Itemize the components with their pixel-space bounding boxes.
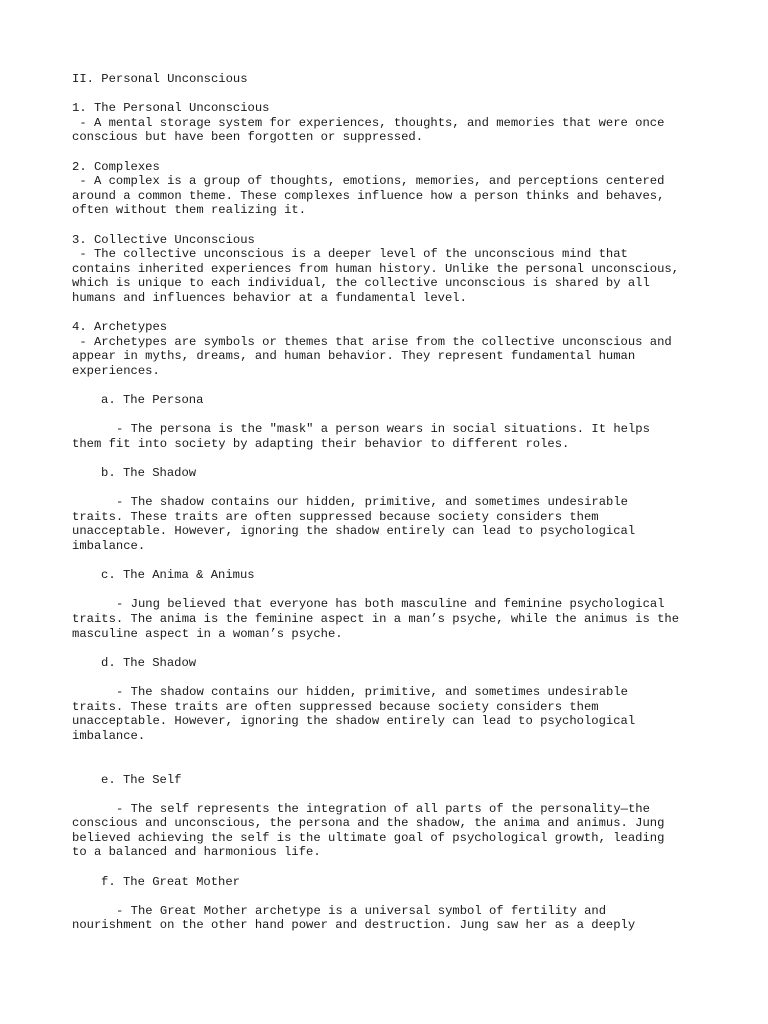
archetype-text-line: masculine aspect in a woman’s psyche. bbox=[72, 626, 343, 641]
section-title: II. Personal Unconscious bbox=[72, 72, 248, 86]
item-text-line: around a common theme. These complexes influence how a person thinks and behaves, bbox=[72, 188, 665, 203]
item-text-line: - A mental storage system for experiences, thoughts, and memories that were once bbox=[72, 115, 665, 130]
item-text-line: - The collective unconscious is a deeper level of the unconscious mind that bbox=[72, 247, 628, 262]
archetype-text-line: - Jung believed that everyone has both masculine and feminine psychological bbox=[116, 597, 665, 612]
item-heading: 1. The Personal Unconscious bbox=[72, 101, 270, 116]
archetype-heading: c. The Anima & Animus bbox=[101, 568, 255, 583]
archetype-text-line: traits. These traits are often suppressed because society considers them bbox=[72, 699, 599, 714]
item-text-line: appear in myths, dreams, and human behavior. They represent fundamental human bbox=[72, 349, 636, 364]
archetype-text-line: - The shadow contains our hidden, primitive, and sometimes undesirable bbox=[116, 495, 628, 510]
archetype-text-line: to a balanced and harmonious life. bbox=[72, 845, 321, 860]
archetype-heading: b. The Shadow bbox=[101, 466, 197, 481]
item-text-line: - A complex is a group of thoughts, emotions, memories, and perceptions centered bbox=[72, 174, 665, 189]
archetype-text-line: them fit into society by adapting their behavior to different roles. bbox=[72, 436, 570, 451]
item-text-line: humans and influences behavior at a fundamental level. bbox=[72, 290, 467, 305]
archetype-text-line: - The persona is the "mask" a person wears in social situations. It helps bbox=[116, 422, 650, 437]
item-text-line: conscious but have been forgotten or suppressed. bbox=[72, 130, 424, 145]
item-text-line: experiences. bbox=[72, 363, 160, 378]
archetype-heading: a. The Persona bbox=[101, 393, 204, 408]
archetype-text-line: believed achieving the self is the ultimate goal of psychological growth, leading bbox=[72, 830, 665, 845]
item-text-line: which is unique to each individual, the collective unconscious is shared by all bbox=[72, 276, 650, 291]
archetype-text-line: imbalance. bbox=[72, 539, 146, 553]
item-heading: 4. Archetypes bbox=[72, 320, 168, 335]
archetype-text-line: unacceptable. However, ignoring the shadow entirely can lead to psychological bbox=[72, 524, 636, 539]
item-text-line: contains inherited experiences from human history. Unlike the personal unconscious, bbox=[72, 261, 680, 276]
document-body bbox=[72, 72, 712, 933]
archetype-text-line: nourishment on the other hand power and destruction. Jung saw her as a deeply bbox=[72, 918, 636, 933]
archetype-heading: f. The Great Mother bbox=[101, 874, 240, 889]
item-heading: 2. Complexes bbox=[72, 159, 160, 174]
archetype-heading: d. The Shadow bbox=[101, 655, 197, 670]
archetype-text-line: - The self represents the integration of all parts of the personality—the bbox=[116, 801, 650, 816]
archetype-text-line: unacceptable. However, ignoring the shadow entirely can lead to psychological bbox=[72, 714, 636, 729]
archetype-heading: e. The Self bbox=[101, 772, 182, 787]
item-text-line: - Archetypes are symbols or themes that arise from the collective unconscious and bbox=[72, 334, 672, 349]
item-text-line: often without them realizing it. bbox=[72, 203, 307, 218]
archetype-text-line: conscious and unconscious, the persona and the shadow, the anima and animus. Jung bbox=[72, 816, 665, 831]
archetype-text-line: - The Great Mother archetype is a universal symbol of fertility and bbox=[116, 903, 607, 918]
archetype-text-line: - The shadow contains our hidden, primitive, and sometimes undesirable bbox=[116, 684, 628, 699]
archetype-text-line: traits. These traits are often suppressed because society considers them bbox=[72, 509, 599, 524]
archetype-text-line: traits. The anima is the feminine aspect in a man’s psyche, while the animus is the bbox=[72, 611, 680, 626]
archetype-text-line: imbalance. bbox=[72, 728, 146, 743]
item-heading: 3. Collective Unconscious bbox=[72, 232, 255, 247]
